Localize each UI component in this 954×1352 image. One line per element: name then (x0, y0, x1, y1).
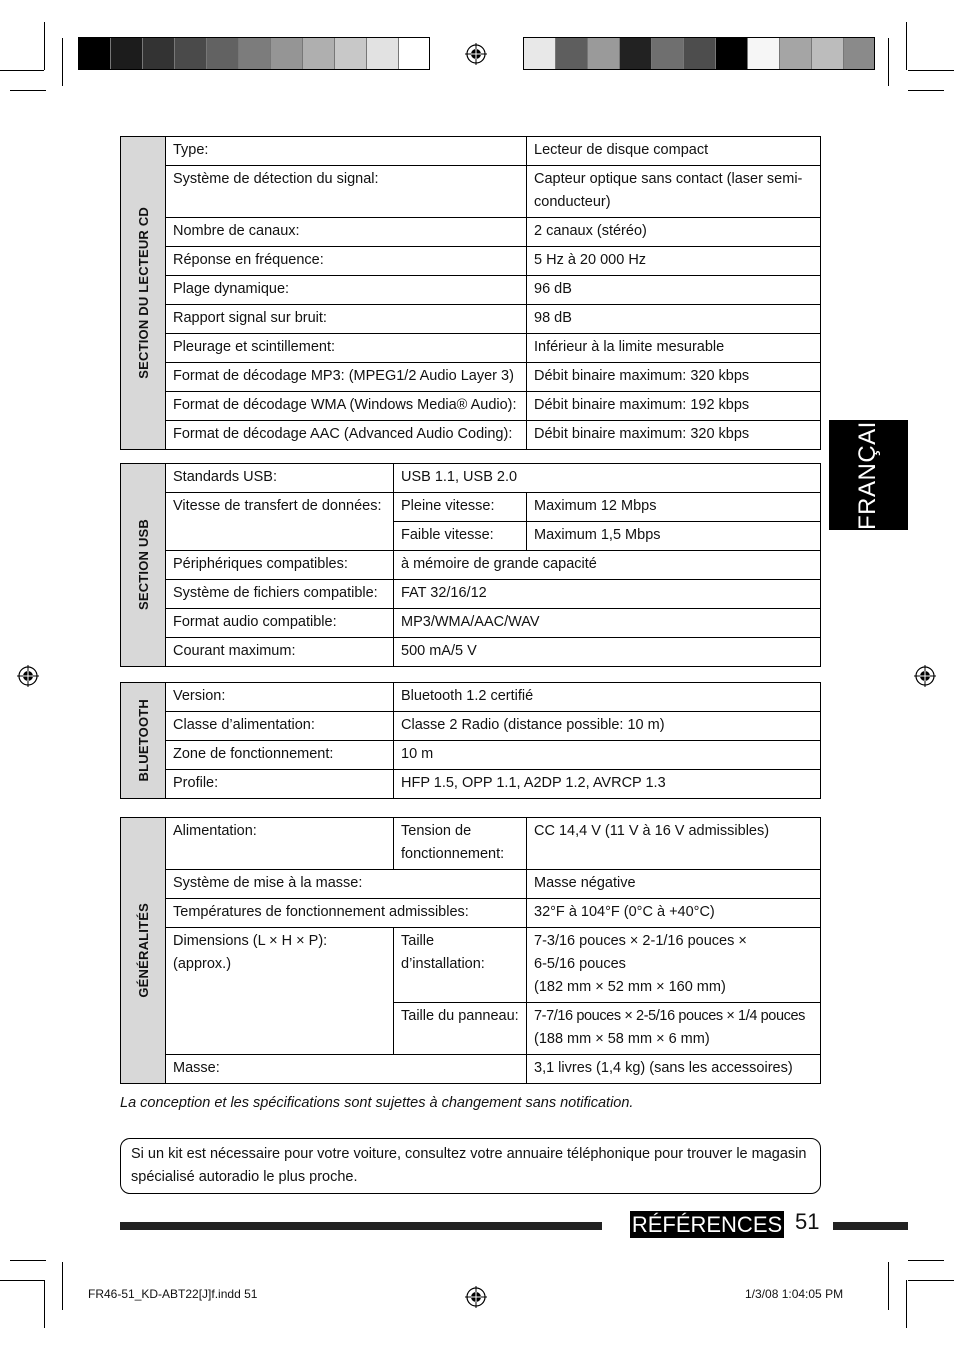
spec-value: Masse négative (527, 870, 821, 899)
spec-value: Bluetooth 1.2 certifié (394, 683, 821, 712)
registration-mark-icon (914, 665, 936, 687)
spec-value-line: 7-7/16 pouces × 2-5/16 pouces × 1/4 pouces (534, 1008, 805, 1024)
crop-mark (62, 1262, 63, 1310)
spec-key: Format de décodage WMA (Windows Media® Audio): (166, 392, 527, 421)
spec-key: Système de détection du signal: (166, 166, 527, 218)
table-row (121, 609, 821, 638)
spec-value: CC 14,4 V (11 V à 16 V admissibles) (527, 818, 821, 870)
spec-key: Périphériques compatibles: (166, 551, 394, 580)
spec-value: 2 canaux (stéréo) (527, 218, 821, 247)
section-title: RÉFÉRENCES (631, 1212, 783, 1237)
language-tab (829, 404, 908, 530)
spec-value (527, 928, 821, 1003)
cd-spec-table (120, 136, 821, 450)
spec-key: Système de mise à la masse: (166, 870, 527, 899)
table-row (121, 166, 821, 218)
footer-rule-left (120, 1222, 602, 1230)
spec-key: Version: (166, 683, 394, 712)
page-number: 51 (795, 1209, 820, 1234)
color-calibration-bar-left (78, 37, 430, 70)
print-slug-file: FR46-51_KD-ABT22[J]f.indd 51 (88, 1287, 258, 1301)
spec-value: 5 Hz à 20 000 Hz (527, 247, 821, 276)
table-row (121, 247, 821, 276)
spec-value: Maximum 1,5 Mbps (527, 522, 821, 551)
table-row (121, 421, 821, 450)
crop-mark (906, 1280, 907, 1328)
spec-key: Format de décodage MP3: (MPEG1/2 Audio Layer 3) (166, 363, 527, 392)
table-row (121, 712, 821, 741)
spec-value: 98 dB (527, 305, 821, 334)
spec-key: Classe d’alimentation: (166, 712, 394, 741)
registration-mark-icon (465, 1286, 487, 1308)
table-row (121, 305, 821, 334)
crop-mark (888, 38, 889, 86)
table-row (121, 899, 821, 928)
table-row (121, 770, 821, 799)
spec-key: Plage dynamique: (166, 276, 527, 305)
crop-mark (908, 1260, 944, 1261)
spec-change-notice: La conception et les spécifications sont sujettes à changement sans notification. (120, 1095, 634, 1111)
spec-value: Lecteur de disque compact (527, 137, 821, 166)
spec-key: Alimentation: (166, 818, 394, 870)
table-row (121, 1055, 821, 1084)
kit-note-box: Si un kit est nécessaire pour votre voiture, consultez votre annuaire téléphonique pour trouver le magasin spécialisé autoradio le plus proche. (120, 1138, 821, 1194)
crop-mark (908, 70, 954, 71)
table-row (121, 218, 821, 247)
footer-rule-right (833, 1222, 908, 1230)
table-row (121, 276, 821, 305)
spec-value: Capteur optique sans contact (laser semi-conducteur) (527, 166, 821, 218)
spec-value: MP3/WMA/AAC/WAV (394, 609, 821, 638)
spec-key: Type: (166, 137, 527, 166)
spec-subkey: Tension de fonctionnement: (394, 818, 527, 870)
spec-key: Vitesse de transfert de données: (166, 493, 394, 551)
table-row (121, 137, 821, 166)
crop-mark (44, 22, 45, 70)
section-side-label: SECTION USB (121, 464, 166, 667)
spec-value: HFP 1.5, OPP 1.1, A2DP 1.2, AVRCP 1.3 (394, 770, 821, 799)
spec-key: Températures de fonctionnement admissibles: (166, 899, 527, 928)
usb-spec-table (120, 463, 821, 667)
table-row (121, 551, 821, 580)
crop-mark (908, 90, 944, 91)
general-spec-table (120, 817, 821, 1084)
crop-mark (0, 1280, 44, 1281)
spec-key: Rapport signal sur bruit: (166, 305, 527, 334)
spec-key: Format de décodage AAC (Advanced Audio Coding): (166, 421, 527, 450)
table-row (121, 580, 821, 609)
table-row (121, 870, 821, 899)
crop-mark (10, 1260, 46, 1261)
spec-key: Standards USB: (166, 464, 394, 493)
spec-value: 96 dB (527, 276, 821, 305)
section-side-label: GÉNÉRALITÉS (121, 818, 166, 1084)
spec-key: Zone de fonctionnement: (166, 741, 394, 770)
spec-subkey: Pleine vitesse: (394, 493, 527, 522)
table-row (121, 818, 821, 870)
color-calibration-bar-right (523, 37, 875, 70)
spec-value (527, 1003, 821, 1055)
spec-subkey: Taille du panneau: (394, 1003, 527, 1055)
table-row (121, 392, 821, 421)
spec-value: à mémoire de grande capacité (394, 551, 821, 580)
spec-value: 500 mA/5 V (394, 638, 821, 667)
table-row (121, 464, 821, 493)
spec-value: 3,1 livres (1,4 kg) (sans les accessoires) (527, 1055, 821, 1084)
crop-mark (888, 1262, 889, 1310)
spec-value: Classe 2 Radio (distance possible: 10 m) (394, 712, 821, 741)
registration-mark-icon (465, 43, 487, 65)
spec-value-line: (188 mm × 58 mm × 6 mm) (534, 1031, 710, 1047)
spec-key: Courant maximum: (166, 638, 394, 667)
spec-key: Pleurage et scintillement: (166, 334, 527, 363)
spec-subkey: Faible vitesse: (394, 522, 527, 551)
table-row (121, 741, 821, 770)
crop-mark (906, 22, 907, 70)
spec-key: Profile: (166, 770, 394, 799)
print-slug-date: 1/3/08 1:04:05 PM (745, 1287, 844, 1301)
section-side-label: BLUETOOTH (121, 683, 166, 799)
spec-key: Format audio compatible: (166, 609, 394, 638)
spec-value: Débit binaire maximum: 320 kbps (527, 363, 821, 392)
spec-value: Débit binaire maximum: 192 kbps (527, 392, 821, 421)
spec-subkey: Taille d’installation: (394, 928, 527, 1003)
spec-value-line: 6-5/16 pouces (534, 956, 626, 972)
spec-key: Système de fichiers compatible: (166, 580, 394, 609)
spec-value-line: 7-3/16 pouces × 2-1/16 pouces × (534, 933, 747, 949)
crop-mark (62, 38, 63, 86)
spec-key: Réponse en fréquence: (166, 247, 527, 276)
registration-mark-icon (17, 665, 39, 687)
spec-key: Dimensions (L × H × P): (approx.) (166, 928, 394, 1055)
table-row (121, 928, 821, 1003)
bluetooth-spec-table (120, 682, 821, 799)
spec-value: Débit binaire maximum: 320 kbps (527, 421, 821, 450)
crop-mark (0, 70, 44, 71)
spec-value: 10 m (394, 741, 821, 770)
spec-value: USB 1.1, USB 2.0 (394, 464, 821, 493)
section-side-label: SECTION DU LECTEUR CD (121, 137, 166, 450)
language-tab-label: FRANÇAIS (854, 404, 881, 530)
spec-value: 32°F à 104°F (0°C à +40°C) (527, 899, 821, 928)
crop-mark (44, 1280, 45, 1328)
spec-value: FAT 32/16/12 (394, 580, 821, 609)
table-row (121, 493, 821, 522)
table-row (121, 638, 821, 667)
crop-mark (908, 1280, 954, 1281)
spec-value: Inférieur à la limite mesurable (527, 334, 821, 363)
spec-value: Maximum 12 Mbps (527, 493, 821, 522)
table-row (121, 683, 821, 712)
spec-key: Nombre de canaux: (166, 218, 527, 247)
spec-key: Masse: (166, 1055, 527, 1084)
crop-mark (10, 90, 46, 91)
table-row (121, 334, 821, 363)
spec-value-line: (182 mm × 52 mm × 160 mm) (534, 979, 726, 995)
table-row (121, 363, 821, 392)
